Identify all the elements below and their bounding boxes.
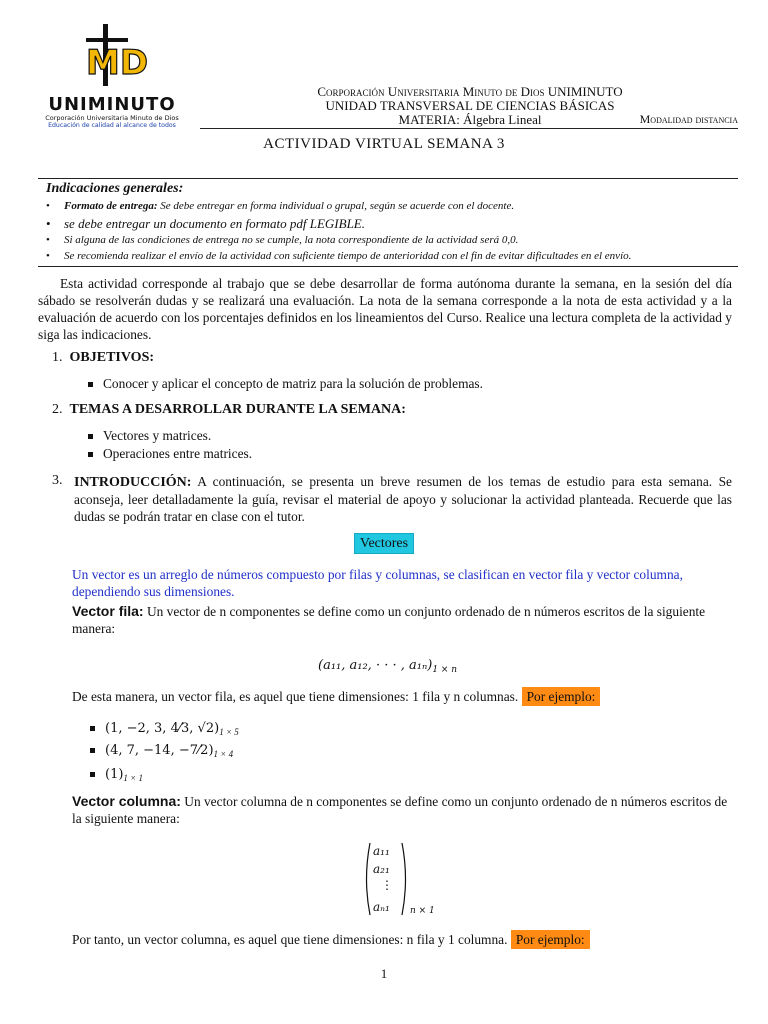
page-title: ACTIVIDAD VIRTUAL SEMANA 3 (263, 136, 505, 152)
col-dimension-sub: n × 1 (410, 906, 435, 916)
ejemplo-highlight-2: Por ejemplo: (511, 930, 590, 949)
vectores-badge-row (0, 536, 768, 552)
modalidad-label: Modalidad distancia (639, 112, 738, 126)
intro-paragraph: Esta actividad corresponde al trabajo que se debe desarrollar de forma autónoma durante la semana, en la sesión del día sábado se resolverán dudas y se realizará una evaluación. La nota de la semana corresponde a la nota de esta actividad y a la evaluación de acuerdo con los porcentajes definidos en los lineamientos del Curso. Realice una lectura completa de la actividad y siga las indicaciones. (38, 276, 732, 342)
logo-tagline: Educación de calidad al alcance de todos (48, 122, 176, 129)
square-bullet-icon (88, 434, 93, 439)
logo-brand: UNIMINUTO (48, 94, 176, 115)
fila-example-3: $(1)_{1 \times 1}$ (90, 766, 143, 783)
indicacion-item-4: • Se recomienda realizar el envío de la actividad con suficiente tiempo de anterioridad con el fin de evitar dificultades en el envío. (46, 250, 632, 262)
square-bullet-icon (90, 726, 95, 731)
col-entry-dots: ⋮ (381, 878, 393, 892)
indicacion-item-1: • Formato de entrega: Se debe entregar en forma individual o grupal, según se acuerde con el docente. (46, 200, 515, 212)
tema-item-1: Vectores y matrices. (88, 428, 211, 444)
square-bullet-icon (88, 382, 93, 387)
section-objetivos-heading: 1. OBJETIVOS: (52, 350, 155, 365)
page-number: 1 (380, 966, 388, 981)
ejemplo-highlight: Por ejemplo: (522, 687, 601, 706)
header-divider (200, 128, 738, 129)
indicacion-item-2: • se debe entregar un documento en formato pdf LEGIBLE. (46, 216, 365, 231)
fila-example-1: (1, −2, 3, 4⁄3, $√2)_{1 \times 5}$ (90, 720, 239, 737)
vector-columna-matrix (362, 840, 410, 918)
indicaciones-top-rule (38, 178, 738, 179)
vector-columna-dimension-text: Por tanto, un vector columna, es aquel que tiene dimensiones: n fila y 1 columna. Por ejemplo: (72, 931, 732, 948)
university-logo (28, 18, 188, 128)
col-entry-1: a₁₁ (373, 844, 390, 858)
square-bullet-icon (90, 772, 95, 777)
section-intro-num: 3. (52, 473, 63, 488)
vector-definition: Un vector es un arreglo de números compuesto por filas y columnas, se clasifican en vector fila y vector columna, dependiendo sus dimensiones. (72, 567, 683, 599)
logo-subtitle: Corporación Universitaria Minuto de Dios (45, 114, 179, 122)
square-bullet-icon (88, 452, 93, 457)
square-bullet-icon (90, 748, 95, 753)
objetivo-item: Conocer y aplicar el concepto de matriz para la solución de problemas. (88, 376, 483, 392)
svg-text:MD: MD (86, 43, 149, 83)
header-line-1: Corporación Universitaria Minuto de Dios UNIMINUTO (317, 84, 623, 99)
bullet-icon: • (46, 250, 50, 262)
vector-columna-paragraph: Vector columna: Un vector columna de n componentes se define como un conjunto ordenado de n números escritos de la siguiente manera: (72, 793, 728, 826)
section-intro-text: INTRODUCCIÓN: A continuación, se presenta un breve resumen de los temas de estudio para esta semana. Se aconseja, leer detalladamente la guía, revisar el material de apoyo y solucionar la actividad planteada. Recuerde que las dudas se podrán tratar en clase con el tutor. (74, 474, 732, 524)
col-entry-2: a₂₁ (373, 862, 390, 876)
indicaciones-bottom-rule (38, 266, 738, 267)
vector-fila-dimension-text: De esta manera, un vector fila, es aquel que tiene dimensiones: 1 fila y n columnas. Por ejemplo: (72, 688, 732, 705)
indicacion-item-3: • Si alguna de las condiciones de entrega no se cumple, la nota correspondiente de la actividad será 0,0. (46, 234, 519, 246)
bullet-icon: • (46, 200, 50, 212)
fila-example-2: (4, 7, −14, $-7⁄2)_{1 \times 4}$ (90, 742, 233, 759)
section-temas-heading: 2. TEMAS A DESARROLLAR DURANTE LA SEMANA: (52, 402, 406, 417)
bullet-icon: • (46, 234, 50, 246)
tema-item-2: Operaciones entre matrices. (88, 446, 252, 462)
vector-fila-paragraph: Vector fila: Un vector de n componentes se define como un conjunto ordenado de n números escritos de la siguiente manera: (72, 603, 706, 636)
vectores-badge: Vectores (354, 533, 414, 554)
materia-label: MATERIA: Álgebra Lineal (398, 112, 542, 127)
col-entry-n: aₙ₁ (373, 900, 390, 914)
vector-fila-formula: (a₁₁, a₁₂, · · · , $a_{1n})_{1 \times n}$ (318, 658, 458, 675)
header-line-2: UNIDAD TRANSVERSAL DE CIENCIAS BÁSICAS (325, 98, 615, 113)
indicaciones-heading: Indicaciones generales: (46, 181, 184, 196)
bullet-icon: • (46, 216, 51, 231)
